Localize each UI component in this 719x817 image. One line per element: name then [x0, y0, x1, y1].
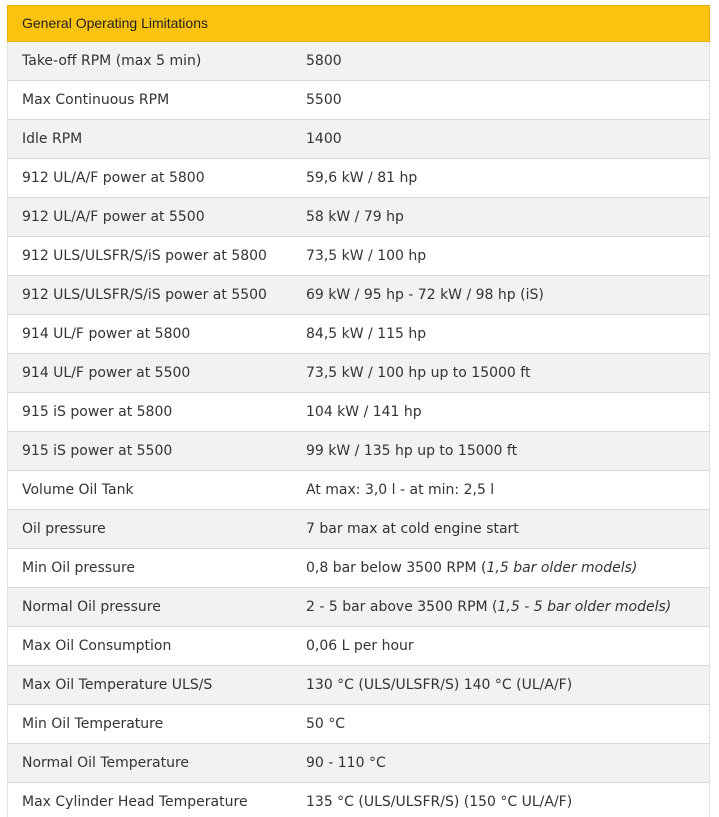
row-value: 69 kW / 95 hp - 72 kW / 98 hp (iS)	[306, 287, 544, 303]
row-value-cell	[292, 53, 709, 69]
table-row	[7, 666, 710, 705]
row-label: 912 ULS/ULSFR/S/iS power at 5800	[22, 248, 267, 264]
row-value-cell	[292, 365, 709, 381]
row-value-cell	[292, 209, 709, 225]
table-row	[7, 276, 710, 315]
row-label: 912 UL/A/F power at 5800	[22, 170, 205, 186]
row-value: 104 kW / 141 hp	[306, 404, 422, 420]
row-label: Normal Oil Temperature	[22, 755, 190, 771]
row-value-cell	[292, 131, 709, 147]
row-value: 90 - 110 °C	[306, 755, 386, 771]
table-row	[7, 42, 710, 81]
table-row	[7, 627, 710, 666]
table-row	[7, 315, 710, 354]
row-value-cell	[292, 92, 709, 108]
row-value: 59,6 kW / 81 hp	[306, 170, 418, 186]
row-label: 915 iS power at 5500	[22, 443, 173, 459]
row-label: Min Oil Temperature	[22, 716, 164, 732]
row-value: 50 °C	[306, 716, 346, 732]
row-value: 73,5 kW / 100 hp	[306, 248, 427, 264]
row-label: Idle RPM	[22, 131, 83, 147]
table-row	[7, 237, 710, 276]
table-row	[7, 471, 710, 510]
row-value-cell	[292, 677, 709, 693]
row-label: Take-off RPM (max 5 min)	[22, 53, 202, 69]
table-row	[7, 744, 710, 783]
row-label: Oil pressure	[22, 521, 106, 537]
table-header: General Operating Limitations	[7, 5, 710, 42]
row-label: Volume Oil Tank	[22, 482, 134, 498]
row-label: Max Oil Consumption	[22, 638, 172, 654]
row-value-cell	[292, 638, 709, 654]
table-row	[7, 354, 710, 393]
row-value-cell	[292, 599, 709, 615]
row-value: 99 kW / 135 hp up to 15000 ft	[306, 443, 518, 459]
row-value-cell	[292, 170, 709, 186]
row-value: 5500	[306, 92, 342, 108]
table-row	[7, 705, 710, 744]
row-label: 912 UL/A/F power at 5500	[22, 209, 205, 225]
row-label: 912 ULS/ULSFR/S/iS power at 5500	[22, 287, 267, 303]
row-value: 130 °C (ULS/ULSFR/S) 140 °C (UL/A/F)	[306, 677, 573, 693]
table-row	[7, 510, 710, 549]
row-value-cell	[292, 560, 709, 576]
table-row	[7, 81, 710, 120]
row-value: 135 °C (ULS/ULSFR/S) (150 °C UL/A/F)	[306, 794, 573, 810]
table-row	[7, 393, 710, 432]
row-value: 0,8 bar below 3500 RPM (	[306, 560, 487, 576]
row-value-cell	[292, 248, 709, 264]
row-value: 1400	[306, 131, 342, 147]
row-value: 2 - 5 bar above 3500 RPM (	[306, 599, 498, 615]
row-label: 914 UL/F power at 5800	[22, 326, 191, 342]
row-label: 915 iS power at 5800	[22, 404, 173, 420]
table-row	[7, 549, 710, 588]
row-value-cell	[292, 443, 709, 459]
table-row	[7, 198, 710, 237]
table-row	[7, 432, 710, 471]
row-value: 58 kW / 79 hp	[306, 209, 404, 225]
row-value-cell	[292, 404, 709, 420]
row-value: At max: 3,0 l - at min: 2,5 l	[306, 482, 495, 498]
row-value-cell	[292, 716, 709, 732]
row-value: 7 bar max at cold engine start	[306, 521, 519, 537]
row-value-note: 1,5 bar older models)	[486, 560, 638, 576]
row-value-cell	[292, 287, 709, 303]
row-value: 0,06 L per hour	[306, 638, 414, 654]
row-value: 84,5 kW / 115 hp	[306, 326, 427, 342]
row-label: Max Cylinder Head Temperature	[22, 794, 248, 810]
row-value-cell	[292, 521, 709, 537]
row-value-cell	[292, 794, 709, 810]
table-row	[7, 783, 710, 817]
table-body	[7, 42, 710, 817]
row-value-cell	[292, 326, 709, 342]
row-value: 73,5 kW / 100 hp up to 15000 ft	[306, 365, 531, 381]
table-row	[7, 159, 710, 198]
row-value-cell	[292, 755, 709, 771]
row-value-cell	[292, 482, 709, 498]
row-value-note: 1,5 - 5 bar older models)	[497, 599, 672, 615]
row-label: Normal Oil pressure	[22, 599, 161, 615]
row-label: Max Oil Temperature ULS/S	[22, 677, 213, 693]
row-label: 914 UL/F power at 5500	[22, 365, 191, 381]
row-value: 5800	[306, 53, 342, 69]
table-row	[7, 588, 710, 627]
row-label: Max Continuous RPM	[22, 92, 170, 108]
table-row	[7, 120, 710, 159]
row-label: Min Oil pressure	[22, 560, 136, 576]
